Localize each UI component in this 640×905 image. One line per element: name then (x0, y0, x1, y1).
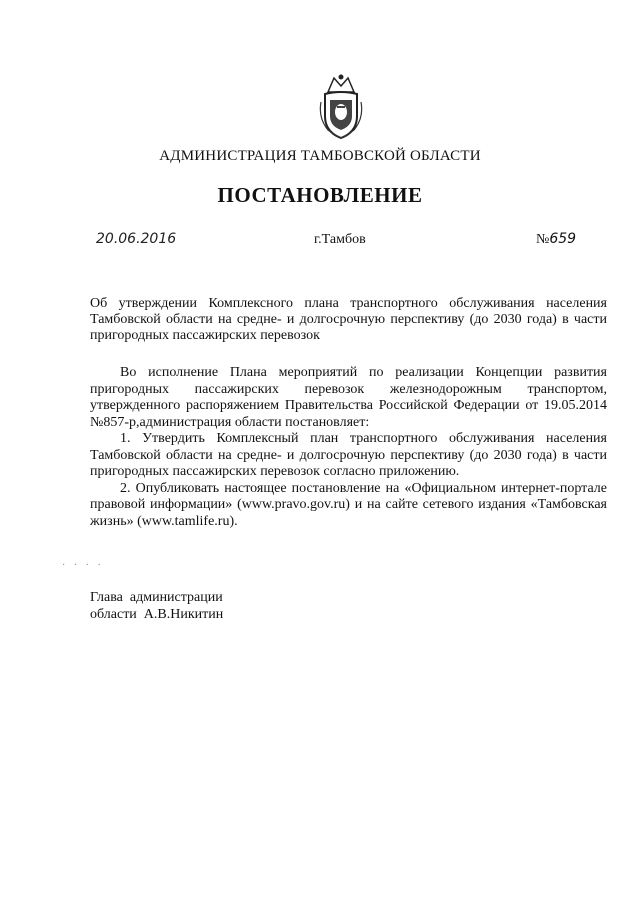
signature-block (90, 590, 223, 623)
document-city: г.Тамбов (314, 232, 366, 247)
number-prefix: № (536, 232, 550, 247)
document-subject: Об утверждении Комплексного плана транспортного обслуживания населения Тамбовской области на средне- и долгосрочную перспективу (до 2030 года) в части пригородных пассажирских перевозок (90, 296, 607, 343)
organization-name: АДМИНИСТРАЦИЯ ТАМБОВСКОЙ ОБЛАСТИ (159, 148, 481, 164)
document-date: 20.06.2016 (96, 231, 177, 247)
document-type: ПОСТАНОВЛЕНИЕ (217, 183, 423, 207)
signature-line-2: области А.В.Никитин (90, 606, 224, 622)
signature-line-1: Глава администрации (90, 590, 223, 605)
item-2-paragraph: 2. Опубликовать настоящее постановление на «Официальном интернет-портале правовой информации» (www.pravo.gov.ru) и на сайте сетевого издания «Тамбовская жизнь» (www.tamlife.ru). (90, 480, 607, 529)
document-number (536, 231, 576, 248)
number-value: 659 (549, 231, 577, 247)
document-body (90, 365, 607, 530)
item-1-paragraph: 1. Утвердить Комплексный план транспортного обслуживания населения Тамбовской области на средне- и долгосрочную перспективу (до 2030 года) в части пригородных пассажирских перевозок согласно приложению. (90, 431, 607, 479)
preamble-paragraph: Во исполнение Плана мероприятий по реализации Концепции развития пригородных пассажирских перевозок железнодорожным транспортом, утвержденного распоряжением Правительства Российской Федерации от 19.05.2014 №857-р,администрация области постановляет: (90, 365, 607, 430)
coat-of-arms-icon (316, 72, 366, 140)
scan-artifact: · · · · (62, 560, 104, 571)
